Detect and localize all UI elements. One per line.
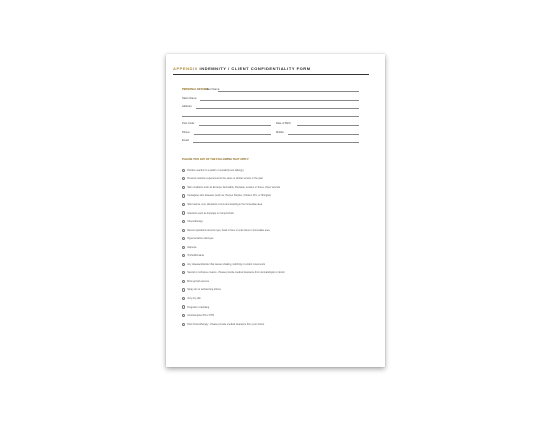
mobile-field[interactable] (288, 134, 359, 135)
checklist-item-label: Contraceptive Pill or HTR (187, 314, 215, 318)
checklist-item[interactable] (182, 166, 378, 175)
checklist-item[interactable] (182, 320, 378, 329)
tick-circle[interactable] (182, 280, 185, 283)
checklist-item-label: Steroid or cortisone creams - Please provide medical clearance from dermatologist or doctor (187, 271, 285, 275)
condition-checklist (182, 166, 378, 328)
tick-circle[interactable] (182, 203, 185, 206)
tick-circle[interactable] (182, 323, 185, 326)
checklist-item-label: Brow growth serums (187, 279, 209, 283)
client-name-field[interactable] (218, 91, 359, 92)
checklist-item-label: Previous reaction experienced to the same or similar service in the past (187, 177, 263, 181)
tick-circle[interactable] (182, 288, 185, 291)
tick-circle[interactable] (182, 254, 185, 257)
tick-circle[interactable] (182, 229, 185, 232)
checklist-item[interactable] (182, 311, 378, 320)
checklist-item-label: Chemotherapy (187, 220, 203, 224)
checklist-item[interactable] (182, 260, 378, 269)
checklist-item[interactable] (182, 294, 378, 303)
tick-circle[interactable] (182, 246, 185, 249)
checklist-item-label: Recent operations around eyes, head or face or scar tissue in immediate area (187, 228, 270, 232)
form-title (173, 66, 378, 71)
checklist-item[interactable] (182, 234, 378, 243)
tick-circle[interactable] (182, 194, 185, 197)
tick-circle[interactable] (182, 271, 185, 274)
email-field[interactable] (193, 142, 359, 143)
checklist-item[interactable] (182, 192, 378, 201)
salon-name-field[interactable] (200, 100, 359, 101)
phone-field[interactable] (194, 134, 271, 135)
title-main: INDEMNITY / CLIENT CONFIDENTIALITY FORM (199, 66, 311, 71)
checklist-item[interactable] (182, 269, 378, 278)
tick-circle[interactable] (182, 220, 185, 223)
tick-circle[interactable] (182, 186, 185, 189)
checklist-item-label: Infections such as Impetigo or Conjunctivitis (187, 211, 234, 215)
tick-circle[interactable] (182, 297, 185, 300)
checklist-item-label: Hypersensitive skin/eyes (187, 237, 214, 241)
tick-circle[interactable] (182, 237, 185, 240)
checklist-item-label: Skin conditions such as Eczema, Dermatitis, Psoriasis, Lesions or Sores, Open wounds (187, 185, 280, 189)
checklist-item[interactable] (182, 209, 378, 218)
checklist-item[interactable] (182, 286, 378, 295)
checklist-item[interactable] (182, 277, 378, 286)
checklist-item-label: Positive reaction to a patch or sensitivity test (allergy) (187, 168, 244, 172)
checklist-item[interactable] (182, 226, 378, 235)
title-divider (173, 74, 369, 75)
personal-details-heading: PERSONAL DETAILS: (182, 88, 209, 91)
mobile-label: Mobile: (276, 131, 285, 134)
post-code-field[interactable] (199, 125, 271, 126)
checklist-item-label: Post Chemotherapy - Please provide medical clearance from your doctor (187, 322, 265, 326)
date-of-birth-label: Date of Birth: (276, 122, 292, 125)
checklist-heading: PLEASE TICK ANY OF THE FOLLOWING THAT APPLY: (182, 158, 250, 161)
tick-circle[interactable] (182, 169, 185, 172)
checklist-item[interactable] (182, 183, 378, 192)
checklist-item-label: Alopecia (187, 245, 197, 249)
phone-label: Phone: (182, 131, 191, 134)
client-name-label: Client Name: (205, 88, 220, 91)
tick-circle[interactable] (182, 305, 185, 308)
checklist-item[interactable] (182, 217, 378, 226)
address-field-line-2[interactable] (182, 116, 359, 117)
checklist-item[interactable] (182, 243, 378, 252)
checklist-item-label: Trichotillomania (187, 254, 204, 258)
tick-circle[interactable] (182, 211, 185, 214)
post-code-label: Post Code: (182, 122, 195, 125)
checklist-item-label: Skin trauma, cuts, abrasions, burns and swelling in the immediate area (187, 202, 263, 206)
checklist-item[interactable] (182, 175, 378, 184)
checklist-item[interactable] (182, 303, 378, 312)
checklist-item[interactable] (182, 251, 378, 260)
address-field-line-1[interactable] (196, 108, 359, 109)
title-appendix: APPENDIX (173, 66, 198, 71)
salon-name-label: Salon Name: (182, 97, 197, 100)
checklist-item-label: Contagious skin diseases (such as, Herpes Simplex, Chicken Pox, or Shingles) (187, 194, 272, 198)
checklist-item-label: Very dry skin (187, 296, 201, 300)
checklist-item-label: Any disease/disorder that causes shaking, twitching or erratic movements (187, 262, 266, 266)
tick-circle[interactable] (182, 314, 185, 317)
checklist-item-label: Pregnant or lactating (187, 305, 210, 309)
tick-circle[interactable] (182, 177, 185, 180)
form-page (166, 54, 385, 367)
date-of-birth-field[interactable] (297, 125, 359, 126)
checklist-item-label: Spray tan or self-tanning lotions (187, 288, 221, 292)
checklist-item[interactable] (182, 200, 378, 209)
tick-circle[interactable] (182, 263, 185, 266)
email-label: Email: (182, 139, 190, 142)
address-label: Address: (182, 105, 193, 108)
